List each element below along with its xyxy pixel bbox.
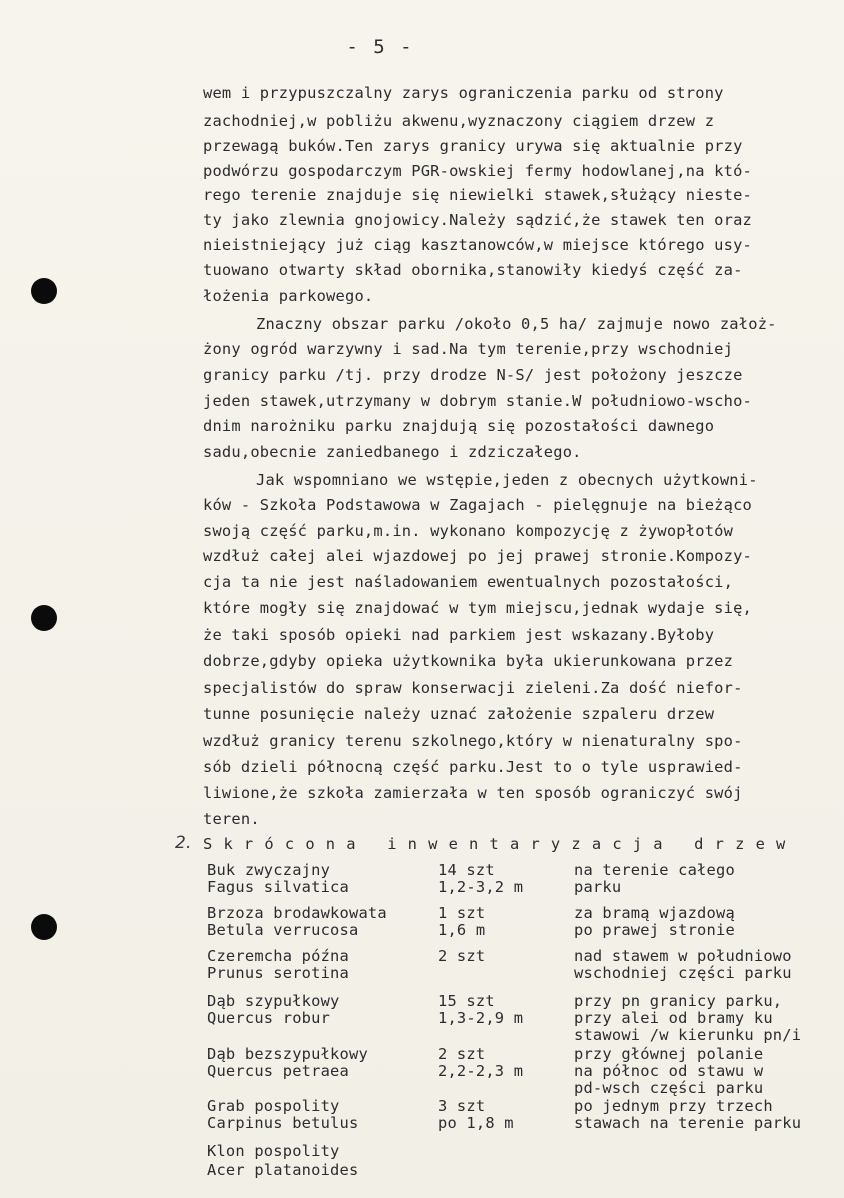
text-line: łożenia parkowego. xyxy=(203,287,374,305)
text-line: sób dzieli północną część parku.Jest to o tyle usprawied- xyxy=(203,758,743,776)
species-location: na północ od stawu w xyxy=(574,1062,764,1080)
section-heading: Skrócona inwentaryzacja drzew xyxy=(203,835,797,853)
species-latin: Betula verrucosa xyxy=(207,921,359,939)
species-count: 1 szt xyxy=(438,904,486,922)
text-line: które mogły się znajdować w tym miejscu,jednak wydaje się, xyxy=(203,599,753,617)
species-location: parku xyxy=(574,878,622,896)
species-name: Dąb bezszypułkowy xyxy=(207,1045,368,1063)
species-name: Grab pospolity xyxy=(207,1097,340,1115)
species-location: pd-wsch części parku xyxy=(574,1079,764,1097)
text-line: żony ogród warzywny i sad.Na tym terenie,przy wschodniej xyxy=(203,340,734,358)
species-count: 2 szt xyxy=(438,947,486,965)
species-latin: Prunus serotina xyxy=(207,964,349,982)
species-size: 1,6 m xyxy=(438,921,486,939)
text-line: że taki sposób opieki nad parkiem jest wskazany.Byłoby xyxy=(203,626,715,644)
species-count: 3 szt xyxy=(438,1097,486,1115)
species-location: przy alei od bramy ku xyxy=(574,1009,773,1027)
text-line: ty jako zlewnia gnojowicy.Należy sądzić,że stawek ten oraz xyxy=(203,211,753,229)
species-count: 14 szt xyxy=(438,861,495,879)
punch-hole xyxy=(31,914,57,940)
text-line: wem i przypuszczalny zarys ograniczenia parku od strony xyxy=(203,84,724,102)
species-name: Brzoza brodawkowata xyxy=(207,904,387,922)
species-location: na terenie całego xyxy=(574,861,735,879)
text-line: zachodniej,w pobliżu akwenu,wyznaczony ciągiem drzew z xyxy=(203,112,715,130)
species-location: po prawej stronie xyxy=(574,921,735,939)
text-line: nieistniejący już ciąg kasztanowców,w miejsce którego usy- xyxy=(203,236,753,254)
species-size: 1,2-3,2 m xyxy=(438,878,524,896)
text-line: sadu,obecnie zaniedbanego i zdziczałego. xyxy=(203,443,582,461)
species-latin: Acer platanoides xyxy=(207,1161,359,1179)
species-location: stawach na terenie parku xyxy=(574,1114,802,1132)
text-line: Znaczny obszar parku /około 0,5 ha/ zajmuje nowo założ- xyxy=(256,315,777,333)
text-line: liwione,że szkoła zamierzała w ten sposób ograniczyć swój xyxy=(203,784,743,802)
text-line: rego terenie znajduje się niewielki stawek,służący niestе- xyxy=(203,186,753,204)
text-line: cja ta nie jest naśladowaniem ewentualnych pozostałości, xyxy=(203,573,734,591)
species-count: 2 szt xyxy=(438,1045,486,1063)
text-line: wzdłuż całej alei wjazdowej po jej prawej stronie.Kompozy- xyxy=(203,547,753,565)
species-latin: Carpinus betulus xyxy=(207,1114,359,1132)
text-line: jeden stawek,utrzymany w dobrym stanie.W południowo-wscho- xyxy=(203,392,753,410)
species-size: po 1,8 m xyxy=(438,1114,514,1132)
species-name: Buk zwyczajny xyxy=(207,861,331,879)
species-name: Klon pospolity xyxy=(207,1142,340,1160)
text-line: granicy parku /tj. przy drodze N-S/ jest położony jeszcze xyxy=(203,366,743,384)
species-latin: Fagus silvatica xyxy=(207,878,349,896)
text-line: tuowano otwarty skład obornika,stanowiły kiedyś część za- xyxy=(203,261,743,279)
species-count: 15 szt xyxy=(438,992,495,1010)
species-name: Czeremcha późna xyxy=(207,947,349,965)
text-line: dobrze,gdyby opieka użytkownika była ukierunkowana przez xyxy=(203,652,734,670)
species-location: po jednym przy trzech xyxy=(574,1097,773,1115)
text-line: podwórzu gospodarczym PGR-owskiej fermy hodowlanej,na któ- xyxy=(203,162,753,180)
species-name: Dąb szypułkowy xyxy=(207,992,340,1010)
text-line: swoją część parku,m.in. wykonano kompozycję z żywopłotów xyxy=(203,522,734,540)
species-latin: Quercus robur xyxy=(207,1009,331,1027)
species-location: przy pn granicy parku, xyxy=(574,992,783,1010)
species-size: 2,2-2,3 m xyxy=(438,1062,524,1080)
species-location: stawowi /w kierunku pn/i xyxy=(574,1026,802,1044)
species-latin: Quercus petraea xyxy=(207,1062,349,1080)
species-location: nad stawem w południowo xyxy=(574,947,792,965)
species-location: przy głównej polanie xyxy=(574,1045,764,1063)
punch-hole xyxy=(31,278,57,304)
text-line: specjalistów do spraw konserwacji zieleni.Za dość niefor- xyxy=(203,679,743,697)
text-line: ków - Szkoła Podstawowa w Zagajach - pielęgnuje na bieżąco xyxy=(203,496,753,514)
species-location: wschodniej części parku xyxy=(574,964,792,982)
species-location: za bramą wjazdową xyxy=(574,904,735,922)
text-line: Jak wspomniano we wstępie,jeden z obecnych użytkowni- xyxy=(256,471,758,489)
species-size: 1,3-2,9 m xyxy=(438,1009,524,1027)
text-line: wzdłuż granicy terenu szkolnego,który w nienaturalny spo- xyxy=(203,732,743,750)
text-line: teren. xyxy=(203,810,260,828)
punch-hole xyxy=(31,605,57,631)
text-line: tunne posunięcie należy uznać założenie szpaleru drzew xyxy=(203,705,715,723)
text-line: dnim narożniku parku znajdują się pozostałości dawnego xyxy=(203,417,715,435)
page-number: - 5 - xyxy=(346,36,414,58)
text-line: przewagą buków.Ten zarys granicy urywa się aktualnie przy xyxy=(203,137,743,155)
section-number: 2. xyxy=(175,833,192,853)
